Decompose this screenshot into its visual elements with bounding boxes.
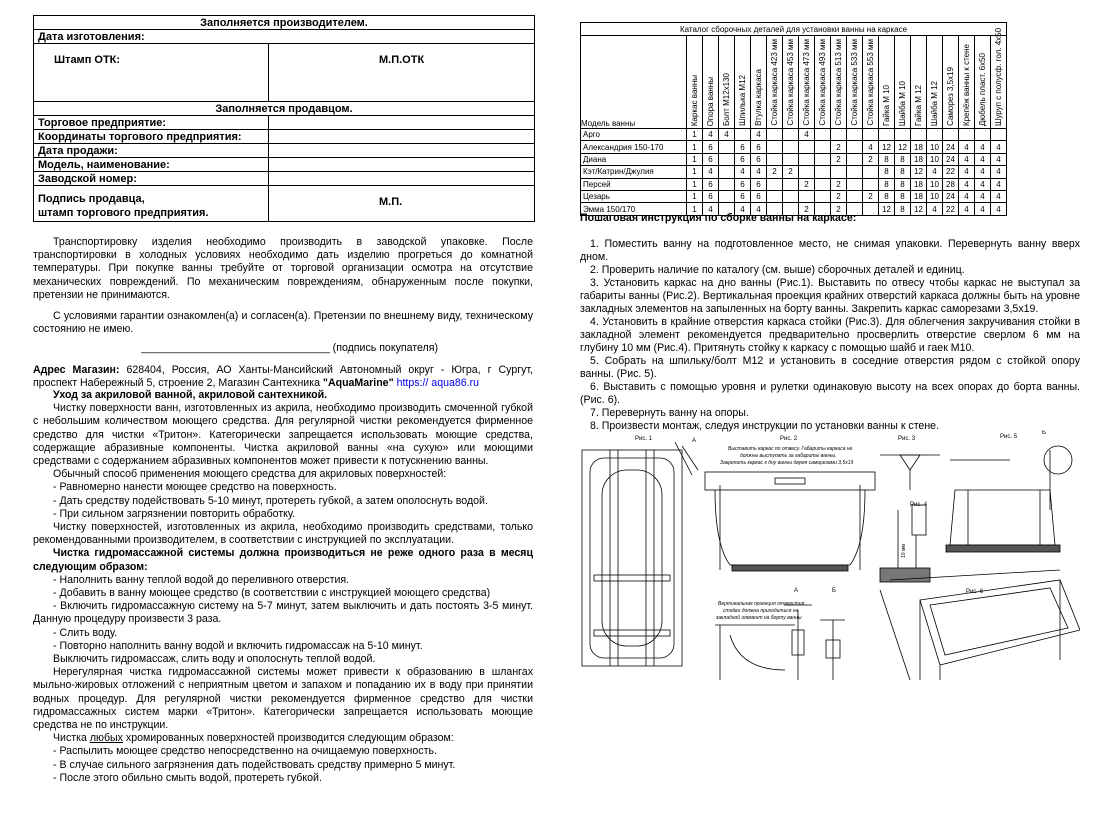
hydro-title: Чистка гидромассажной системы должна производиться не реже одного раза в месяц следующим образом: — [33, 547, 533, 573]
maker-header: Заполняется производителем. — [34, 16, 535, 30]
catalog-cell: 4 — [751, 129, 767, 141]
steps-title: Пошаговая инструкция по сборке ванны на каркасе: — [580, 212, 857, 224]
assembly-steps — [580, 212, 1080, 433]
catalog-column-label: Болт М12х130 — [722, 73, 731, 126]
model-header: Модель ванны — [581, 36, 687, 129]
catalog-column-header — [687, 36, 703, 129]
catalog-cell — [927, 129, 943, 141]
catalog-cell — [799, 166, 815, 178]
catalog-model: Персей — [581, 178, 687, 190]
care-title: Уход за акриловой ванной, акриловой сантехникой. — [53, 389, 328, 401]
catalog-cell: 2 — [799, 203, 815, 215]
catalog-cell: 4 — [975, 190, 991, 202]
catalog-cell: 4 — [927, 203, 943, 215]
catalog-cell: 4 — [735, 203, 751, 215]
form-row-value[interactable] — [269, 116, 535, 130]
shop-address: Адрес Магазин: 628404, Россия, АО Ханты-Мансийский Автономный округ - Югра, г Сургут, проспект Набережный 5, строение 2, Магазин Сантехника "AquaMarine" https:// aqua86.ru — [33, 363, 533, 389]
catalog-cell — [719, 178, 735, 190]
catalog-cell — [815, 190, 831, 202]
catalog-cell — [767, 129, 783, 141]
catalog-column-label: Опора ванны — [706, 76, 715, 126]
catalog-cell: 4 — [927, 166, 943, 178]
catalog-cell — [895, 129, 911, 141]
catalog-cell: 24 — [943, 141, 959, 153]
care-paragraph: Обычный способ применения моющего средства для акриловых поверхностей: — [53, 468, 447, 481]
catalog-column-header — [751, 36, 767, 129]
catalog-cell — [767, 178, 783, 190]
catalog-cell: 4 — [991, 166, 1007, 178]
catalog-cell: 10 — [927, 141, 943, 153]
catalog-cell: 2 — [863, 190, 879, 202]
catalog-cell — [847, 166, 863, 178]
chrome-step: - После этого обильно смыть водой, протереть губкой. — [53, 771, 322, 784]
mark-b: Б — [1042, 430, 1046, 436]
catalog-row — [581, 190, 1007, 202]
catalog-cell: 1 — [687, 141, 703, 153]
catalog-cell: 28 — [943, 178, 959, 190]
catalog-cell — [815, 141, 831, 153]
agree-text: С условиями гарантии ознакомлен(а) и согласен(а). Претензии по внешнему виду, техническому состоянию не имею. — [33, 310, 533, 336]
form-row-value[interactable] — [269, 144, 535, 158]
catalog-column-label: Дюбель пласт. 6х50 — [978, 52, 987, 126]
catalog-column-label: Шайба М 10 — [898, 80, 907, 126]
catalog-cell: 10 — [927, 178, 943, 190]
catalog-column-header — [735, 36, 751, 129]
catalog-cell: 4 — [863, 141, 879, 153]
chrome-title: Чистка любых хромированных поверхностей производится следующим образом: — [53, 732, 454, 745]
catalog-cell: 4 — [751, 203, 767, 215]
catalog-cell: 1 — [687, 129, 703, 141]
catalog-cell: 12 — [879, 141, 895, 153]
catalog-cell — [943, 129, 959, 141]
catalog-column-label: Стойка каркаса 473 мм — [802, 39, 811, 126]
hydro-step: - Повторно наполнить ванну водой и включить гидромассаж на 5-10 минут. — [53, 639, 423, 652]
catalog-column-header — [783, 36, 799, 129]
hydro-step: Выключить гидромассаж, слить воду и ополоснуть теплой водой. — [53, 653, 376, 666]
date-label: Дата изготовления: — [34, 30, 535, 44]
catalog-cell: 1 — [687, 203, 703, 215]
fig6-drawing — [880, 570, 1080, 680]
seller-mp: М.П. — [269, 186, 535, 222]
catalog-cell: 12 — [879, 203, 895, 215]
catalog-column-header — [927, 36, 943, 129]
chrome-step: - В случае сильного загрязнения дать подействовать средству примерно 5 минут. — [53, 758, 456, 771]
catalog-cell: 2 — [831, 190, 847, 202]
care-paragraph: Чистку поверхностей, изготовленных из акрила, необходимо производить средствами, только рекомендованными производителем, в соответствии с инструкцией по эксплуатации. — [33, 521, 533, 547]
catalog-cell: 24 — [943, 190, 959, 202]
catalog-cell: 10 — [927, 153, 943, 165]
catalog-cell: 2 — [831, 178, 847, 190]
hydro-step: - Слить воду. — [53, 626, 118, 639]
catalog-cell: 4 — [991, 203, 1007, 215]
catalog-column-header — [719, 36, 735, 129]
form-row-label: Заводской номер: — [34, 172, 269, 186]
transport-section — [33, 236, 533, 390]
catalog-cell: 1 — [687, 178, 703, 190]
catalog-cell: 8 — [895, 203, 911, 215]
step-item: 1. Поместить ванну на подготовленное место, не снимая упаковки. Перевернуть ванну вверх дном. — [580, 238, 1080, 263]
catalog-cell: 4 — [959, 190, 975, 202]
seller-header: Заполняется продавцом. — [34, 102, 535, 116]
catalog-cell: 4 — [975, 166, 991, 178]
fig2-note: должны выступать за габариты ванны. — [740, 453, 837, 459]
catalog-cell: 12 — [911, 203, 927, 215]
catalog-cell: 8 — [879, 190, 895, 202]
catalog-cell — [815, 153, 831, 165]
catalog-cell: 18 — [911, 153, 927, 165]
catalog-cell — [831, 166, 847, 178]
catalog-column-label: Стойка каркаса 423 мм — [770, 39, 779, 126]
fig2-note: Закрепить каркас к дну ванны двумя саморезами 3,5х19 — [720, 460, 854, 466]
catalog-cell: 6 — [703, 141, 719, 153]
care-step: - При сильном загрязнении повторить обработку. — [53, 507, 296, 520]
catalog-column-label: Втулка каркаса — [754, 69, 763, 126]
catalog-column-header — [991, 27, 1007, 129]
catalog-row — [581, 153, 1007, 165]
catalog-column-label: Стойка каркаса 533 мм — [850, 39, 859, 126]
catalog-cell: 6 — [735, 153, 751, 165]
catalog-cell: 8 — [879, 178, 895, 190]
catalog-cell — [975, 129, 991, 141]
catalog-cell: 4 — [991, 190, 1007, 202]
seller-sign-label: Подпись продавца, штамп торгового предприятия. — [34, 186, 269, 222]
catalog-cell: 10 — [927, 190, 943, 202]
catalog-column-header — [831, 36, 847, 129]
catalog-cell: 22 — [943, 166, 959, 178]
form-row-label: Торговое предприятие: — [34, 116, 269, 130]
mark-b-2: Б — [832, 588, 836, 594]
catalog-cell — [783, 129, 799, 141]
step-item: 6. Выставить с помощью уровня и рулетки одинаковую высоту на всех опорах до борта ванны. (Рис. 6). — [580, 381, 1080, 406]
catalog-cell — [783, 141, 799, 153]
catalog-model: Арго — [581, 129, 687, 141]
catalog-cell: 12 — [911, 166, 927, 178]
catalog-column-label: Шпилька М12 — [738, 75, 747, 126]
hydro-step: - Наполнить ванну теплой водой до переливного отверстия. — [53, 573, 350, 586]
catalog-cell: 4 — [703, 203, 719, 215]
catalog-cell — [847, 141, 863, 153]
catalog-cell: 2 — [767, 166, 783, 178]
catalog-cell: 4 — [751, 166, 767, 178]
catalog-cell — [815, 178, 831, 190]
catalog-cell: 2 — [799, 178, 815, 190]
catalog-column-header — [767, 36, 783, 129]
catalog-cell: 22 — [943, 203, 959, 215]
catalog-column-header — [703, 36, 719, 129]
form-row-label: Координаты торгового предприятия: — [34, 130, 269, 144]
catalog-cell: 4 — [959, 178, 975, 190]
step-item: 3. Установить каркас на дно ванны (Рис.1). Выставить по отвесу чтобы каркас не выступал за габариты ванны (Рис.2). Вертикальная проекция крайних отверстий каркаса должны быть на уровне закладных элементов на запыленных на борту ванны. Закрепить каркас саморезами 3,5х19. — [580, 277, 1080, 315]
catalog-model: Диана — [581, 153, 687, 165]
catalog-column-header — [943, 36, 959, 129]
catalog-cell — [719, 190, 735, 202]
hydro-paragraph: Нерегулярная чистка гидромассажной системы может привести к образованию в шлангах мыльно-жировых отложений с неприятным цветом и запахом и попаданию их в воду при принятии водных процедур. Для регулярной чистки рекомендуется фирменное средство для чистки гидромассажных систем марки «Тритон». Категорически запрещается использовать моющие средства не по инструкции. — [33, 666, 533, 732]
warranty-form — [33, 15, 535, 222]
catalog-column-header — [879, 36, 895, 129]
catalog-column-header — [847, 36, 863, 129]
catalog-cell: 4 — [703, 129, 719, 141]
catalog-column-label: Каркас ванны — [690, 74, 699, 126]
catalog-cell: 4 — [975, 203, 991, 215]
form-row-value[interactable] — [269, 158, 535, 172]
catalog-cell — [847, 129, 863, 141]
fig4-dimension: 10 мм — [901, 544, 907, 558]
catalog-cell — [799, 190, 815, 202]
transport-text: Транспортировку изделия необходимо производить в заводской упаковке. После транспортировки в холодных условиях необходимо дать изделию прогреться до комнатной температуры. При покупке ванны требуйте от торговой организации осмотра на отсутствие механических повреждений. По механическим повреждениям, обнаруженным после покупки, претензии не принимаются. — [33, 236, 533, 301]
catalog-cell: 1 — [687, 190, 703, 202]
catalog-cell — [719, 141, 735, 153]
catalog-cell — [847, 190, 863, 202]
catalog-column-label: Шайба М 12 — [930, 80, 939, 126]
form-row-value[interactable] — [269, 172, 535, 186]
catalog-cell: 2 — [783, 166, 799, 178]
catalog-cell: 4 — [703, 166, 719, 178]
catalog-cell — [863, 129, 879, 141]
catalog-cell — [863, 166, 879, 178]
catalog-cell: 4 — [735, 166, 751, 178]
fig1-label: Рис. 1 — [635, 436, 653, 442]
assembly-figures — [580, 430, 1080, 680]
fig3-drawing — [880, 455, 940, 490]
fig4-drawing — [880, 505, 930, 582]
catalog-cell: 2 — [831, 153, 847, 165]
catalog-cell — [831, 129, 847, 141]
catalog-column-header — [959, 36, 975, 129]
catalog-cell: 6 — [751, 178, 767, 190]
catalog-cell — [991, 129, 1007, 141]
fig2-label: Рис. 2 — [780, 436, 798, 442]
fig6-label: Рис. 6 — [966, 589, 984, 595]
catalog-cell — [767, 190, 783, 202]
catalog-cell — [719, 166, 735, 178]
fig1-drawing — [582, 442, 698, 666]
catalog-cell — [767, 153, 783, 165]
catalog-cell: 6 — [703, 178, 719, 190]
catalog-cell: 24 — [943, 153, 959, 165]
catalog-cell: 2 — [831, 141, 847, 153]
catalog-cell: 8 — [879, 166, 895, 178]
catalog-column-label: Стойка каркаса 493 мм — [818, 39, 827, 126]
shop-link[interactable]: https:// aqua86.ru — [396, 376, 480, 389]
catalog-cell: 4 — [799, 129, 815, 141]
catalog-cell: 4 — [959, 166, 975, 178]
fig3-label: Рис. 3 — [898, 436, 916, 442]
otk-label: Штамп ОТК: — [34, 44, 269, 102]
catalog-cell: 6 — [751, 141, 767, 153]
catalog-cell: 8 — [895, 190, 911, 202]
catalog-cell — [815, 166, 831, 178]
step-item: 7. Перевернуть ванну на опоры. — [590, 407, 749, 419]
catalog-cell: 8 — [879, 153, 895, 165]
catalog-row — [581, 129, 1007, 141]
catalog-cell: 4 — [991, 141, 1007, 153]
catalog-column-label: Саморез 3,5х19 — [946, 67, 955, 126]
catalog-column-label: Шуруп с полусф. гол. 4х50 — [994, 27, 1003, 126]
step-item: 4. Установить в крайние отверстия каркаса стойки (Рис.3). Для облегчения закручивания стойки в закладной элемент рекомендуется предварительно просверлить отверстие сверлом 6 мм на глубину 10 мм (Рис.4). Притянуть стойку к каркасу с помощью шайб и гаек М10. — [580, 316, 1080, 354]
catalog-cell — [783, 178, 799, 190]
hydro-step: - Включить гидромассажную систему на 5-7 минут, затем выключить и дать постоять 3-5 минут. Данную процедуру произвести 3 раза. — [33, 600, 533, 626]
catalog-cell: 6 — [735, 141, 751, 153]
mp-otk: М.П.ОТК — [269, 44, 535, 102]
catalog-cell: 2 — [831, 203, 847, 215]
catalog-cell: 4 — [975, 141, 991, 153]
catalog-model: Эмма 150/170 — [581, 203, 687, 215]
catalog-cell — [959, 129, 975, 141]
catalog-cell: 4 — [975, 178, 991, 190]
form-row-value[interactable] — [269, 130, 535, 144]
catalog-cell: 6 — [735, 178, 751, 190]
catalog-cell: 18 — [911, 141, 927, 153]
catalog-cell: 4 — [991, 153, 1007, 165]
catalog-cell: 4 — [991, 178, 1007, 190]
fig2-drawing — [705, 472, 875, 571]
catalog-cell: 12 — [895, 141, 911, 153]
hydro-step: - Добавить в ванну моющее средство (в соответствии с инструкцией моющего средства) — [53, 587, 491, 600]
catalog-row — [581, 141, 1007, 153]
catalog-cell — [783, 153, 799, 165]
catalog-row — [581, 178, 1007, 190]
catalog-cell — [879, 129, 895, 141]
catalog-cell — [847, 153, 863, 165]
mark-a: А — [692, 438, 697, 444]
mark-a-2: А — [794, 588, 799, 594]
catalog-cell: 18 — [911, 178, 927, 190]
buyer-sign-line: ________________________________ (подпись покупателя) — [141, 342, 438, 355]
catalog-cell: 18 — [911, 190, 927, 202]
fig5-label: Рис. 5 — [1000, 434, 1018, 440]
catalog-column-header — [799, 36, 815, 129]
catalog-title: Каталог сборочных деталей для установки ванны на каркасе — [581, 23, 1007, 36]
catalog-cell: 6 — [703, 153, 719, 165]
chrome-step: - Распылить моющее средство непосредственно на очищаемую поверхность. — [53, 745, 437, 758]
catalog-cell: 6 — [735, 190, 751, 202]
catalog-model: Кэт/Катрин/Джулия — [581, 166, 687, 178]
projection-note: Вертикальная проекция отверстия — [718, 601, 805, 607]
catalog-cell: 4 — [975, 153, 991, 165]
catalog-cell: 4 — [959, 203, 975, 215]
catalog-column-header — [863, 36, 879, 129]
catalog-cell: 1 — [687, 153, 703, 165]
catalog-column-label: Гайка М 10 — [882, 85, 891, 126]
step-item: 5. Собрать на шпильку/болт М12 и установить в соседние отверстия рядом с стойкой опору ванны. (Рис. 5). — [580, 355, 1080, 380]
form-row-label: Модель, наименование: — [34, 158, 269, 172]
catalog-model: Александрия 150-170 — [581, 141, 687, 153]
care-section — [33, 389, 533, 785]
catalog-cell: 6 — [751, 190, 767, 202]
catalog-cell: 4 — [959, 141, 975, 153]
catalog-column-header — [911, 36, 927, 129]
step-item: 8. Произвести монтаж, следуя инструкции по установки ванны к стене. — [590, 420, 940, 432]
form-row-label: Дата продажи: — [34, 144, 269, 158]
catalog-column-header — [975, 36, 991, 129]
catalog-cell: 4 — [719, 129, 735, 141]
catalog-column-label: Стойка каркаса 553 мм — [866, 39, 875, 126]
catalog-model: Цезарь — [581, 190, 687, 202]
fig2-note: Выставить каркас по отвесу. Габариты каркаса не — [728, 446, 853, 452]
catalog-cell: 2 — [863, 153, 879, 165]
catalog-cell — [815, 129, 831, 141]
care-step: - Дать средству подействовать 5-10 минут, протереть губкой, а затем ополоснуть водой. — [53, 494, 488, 507]
catalog-cell — [863, 178, 879, 190]
catalog-cell — [911, 129, 927, 141]
catalog-cell: 6 — [751, 153, 767, 165]
catalog-column-label: Стойка каркаса 513 мм — [834, 39, 843, 126]
catalog-column-header — [895, 36, 911, 129]
parts-catalog-table — [580, 22, 1007, 216]
catalog-cell — [719, 153, 735, 165]
catalog-column-header — [815, 36, 831, 129]
catalog-cell: 6 — [703, 190, 719, 202]
catalog-cell: 8 — [895, 153, 911, 165]
catalog-row — [581, 166, 1007, 178]
step-item: 2. Проверить наличие по каталогу (см. выше) сборочных деталей и единиц. — [590, 264, 965, 276]
projection-note: закладной элемент на борту ванны — [716, 615, 802, 621]
catalog-cell — [783, 190, 799, 202]
catalog-cell — [767, 141, 783, 153]
catalog-cell — [847, 178, 863, 190]
fig4-label: Рис. 4 — [910, 502, 928, 508]
catalog-cell: 1 — [687, 166, 703, 178]
catalog-cell — [735, 129, 751, 141]
fig5-drawing — [946, 446, 1072, 552]
catalog-column-label: Стойка каркаса 453 мм — [786, 39, 795, 126]
catalog-column-label: Гайка М 12 — [914, 85, 923, 126]
catalog-cell: 4 — [959, 153, 975, 165]
projection-note: стойки должна приходиться на — [723, 608, 799, 614]
catalog-cell — [799, 141, 815, 153]
care-step: - Равномерно нанести моющее средство на поверхность. — [53, 481, 337, 494]
catalog-column-label: Крепёж ванны к стене — [962, 44, 971, 126]
catalog-cell: 8 — [895, 166, 911, 178]
care-paragraph: Чистку поверхности ванн, изготовленных из акрила, необходимо производить смоченной губкой с небольшим количеством моющего средства. Для регулярной чистки рекомендуется фирменное средство для чистки «Тритон». Категорически запрещается использовать моющие средства, содержащие абразивные компоненты. Чистка акриловой ванны «на сухую» или моющими средствами с содержанием абразивных компонентов может привести к потускнению ванны. — [33, 402, 533, 468]
catalog-cell — [799, 153, 815, 165]
catalog-cell: 8 — [895, 178, 911, 190]
